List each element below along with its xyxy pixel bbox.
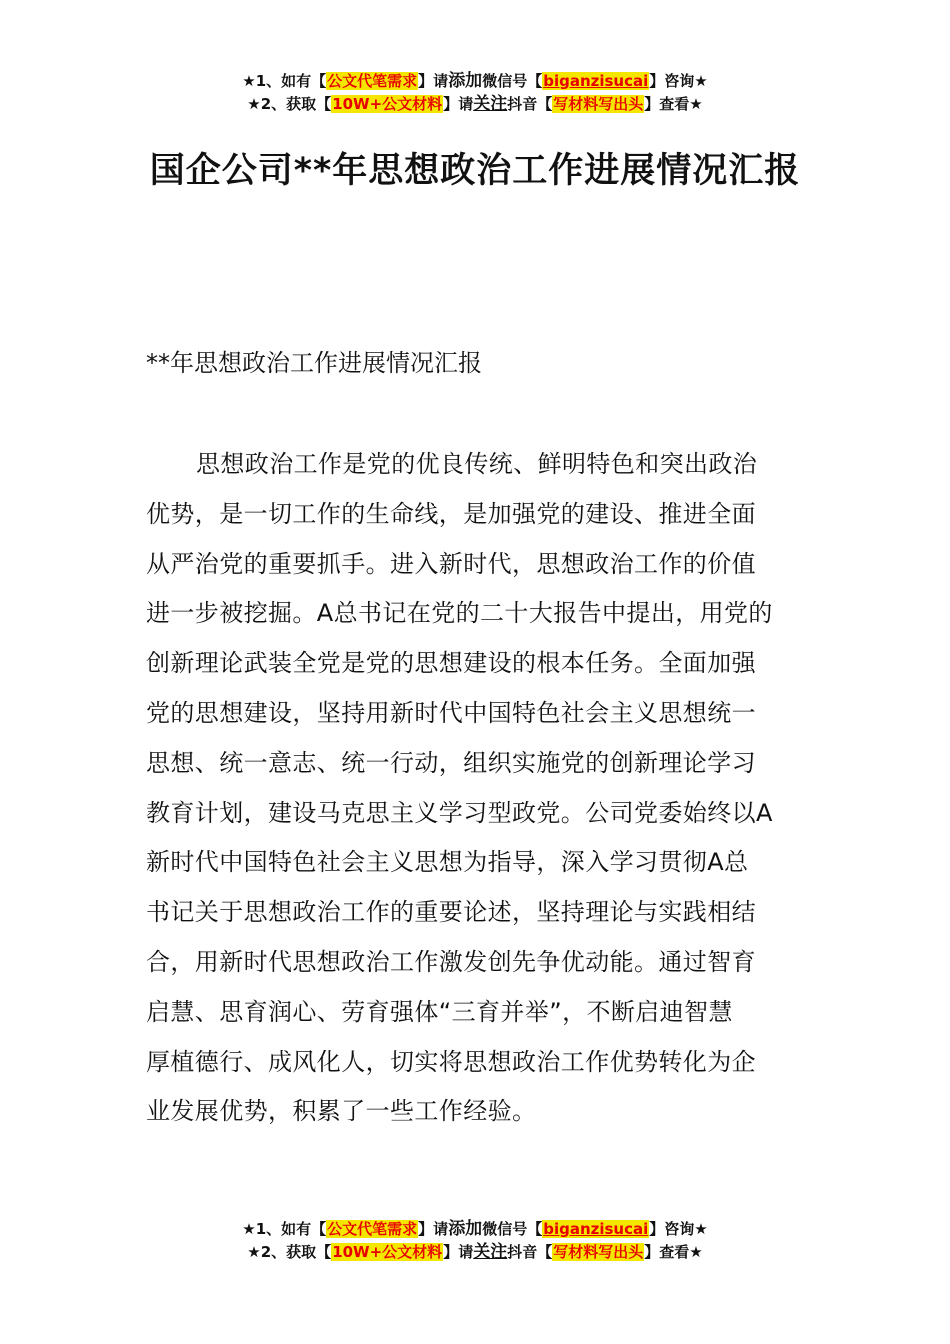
header-banner xyxy=(0,70,950,116)
document-title: 国企公司**年思想政治工作进展情况汇报 xyxy=(149,151,801,191)
banner-line-1 xyxy=(0,1218,950,1241)
wechat-id-link[interactable]: biganzisucai xyxy=(543,1220,649,1238)
banner-text: 微信号【 xyxy=(482,1220,543,1238)
paragraph-line: 新时代中国特色社会主义思想为指导，深入学习贯彻A总 xyxy=(146,848,749,877)
banner-text: 】咨询★ xyxy=(649,1220,708,1238)
banner-text: 】请 xyxy=(418,72,449,90)
banner-text: 】咨询★ xyxy=(649,72,708,90)
service-highlight: 公文代笔需求 xyxy=(327,1220,418,1238)
materials-highlight: 10W+公文材料 xyxy=(332,95,443,113)
paragraph-line: 业发展优势，积累了一些工作经验。 xyxy=(146,1097,537,1126)
banner-emphasis: 关注 xyxy=(473,1242,508,1262)
banner-text: 】请 xyxy=(443,1243,474,1261)
paragraph-line: 启慧、思育润心、劳育强体“三育并举”，不断启迪智慧 xyxy=(146,997,733,1026)
banner-text: 】查看★ xyxy=(644,1243,703,1261)
paragraph-line: 从严治党的重要抓手。进入新时代，思想政治工作的价值 xyxy=(146,549,756,578)
document-subtitle: **年思想政治工作进展情况汇报 xyxy=(146,349,482,377)
paragraph-line: 书记关于思想政治工作的重要论述，坚持理论与实践相结 xyxy=(146,898,756,927)
banner-text: 】查看★ xyxy=(644,95,703,113)
banner-text: 抖音【 xyxy=(507,1243,553,1261)
service-highlight: 公文代笔需求 xyxy=(327,72,418,90)
paragraph-line: 创新理论武装全党是党的思想建设的根本任务。全面加强 xyxy=(146,649,756,678)
body-paragraph xyxy=(146,440,806,1137)
footer-banner xyxy=(0,1218,950,1264)
paragraph-line: 进一步被挖掘。A总书记在党的二十大报告中提出，用党的 xyxy=(146,599,773,628)
banner-text: 】请 xyxy=(418,1220,449,1238)
banner-text: ★1、如有【 xyxy=(242,72,327,90)
materials-highlight: 10W+公文材料 xyxy=(332,1243,443,1261)
banner-text: ★2、获取【 xyxy=(247,1243,332,1261)
wechat-id-link[interactable]: biganzisucai xyxy=(543,72,649,90)
banner-line-1 xyxy=(0,70,950,93)
paragraph-line: 厚植德行、成风化人，切实将思想政治工作优势转化为企 xyxy=(146,1047,756,1076)
paragraph-line: 思想、统一意志、统一行动，组织实施党的创新理论学习 xyxy=(146,748,756,777)
banner-text: 抖音【 xyxy=(507,95,553,113)
banner-emphasis: 添加 xyxy=(448,71,483,91)
douyin-account-highlight: 写材料写出头 xyxy=(553,95,644,113)
banner-line-2 xyxy=(0,93,950,116)
banner-emphasis: 添加 xyxy=(448,1219,483,1239)
banner-text: ★1、如有【 xyxy=(242,1220,327,1238)
banner-line-2 xyxy=(0,1241,950,1264)
banner-emphasis: 关注 xyxy=(473,94,508,114)
banner-text: ★2、获取【 xyxy=(247,95,332,113)
banner-text: 微信号【 xyxy=(482,72,543,90)
paragraph-line: 优势，是一切工作的生命线，是加强党的建设、推进全面 xyxy=(146,499,756,528)
paragraph-line: 党的思想建设，坚持用新时代中国特色社会主义思想统一 xyxy=(146,698,756,727)
douyin-account-highlight: 写材料写出头 xyxy=(553,1243,644,1261)
paragraph-line: 教育计划，建设马克思主义学习型政党。公司党委始终以A xyxy=(146,798,773,827)
paragraph-line: 合，用新时代思想政治工作激发创先争优动能。通过智育 xyxy=(146,947,756,976)
paragraph-line: 思想政治工作是党的优良传统、鲜明特色和突出政治 xyxy=(196,450,758,478)
banner-text: 】请 xyxy=(443,95,474,113)
